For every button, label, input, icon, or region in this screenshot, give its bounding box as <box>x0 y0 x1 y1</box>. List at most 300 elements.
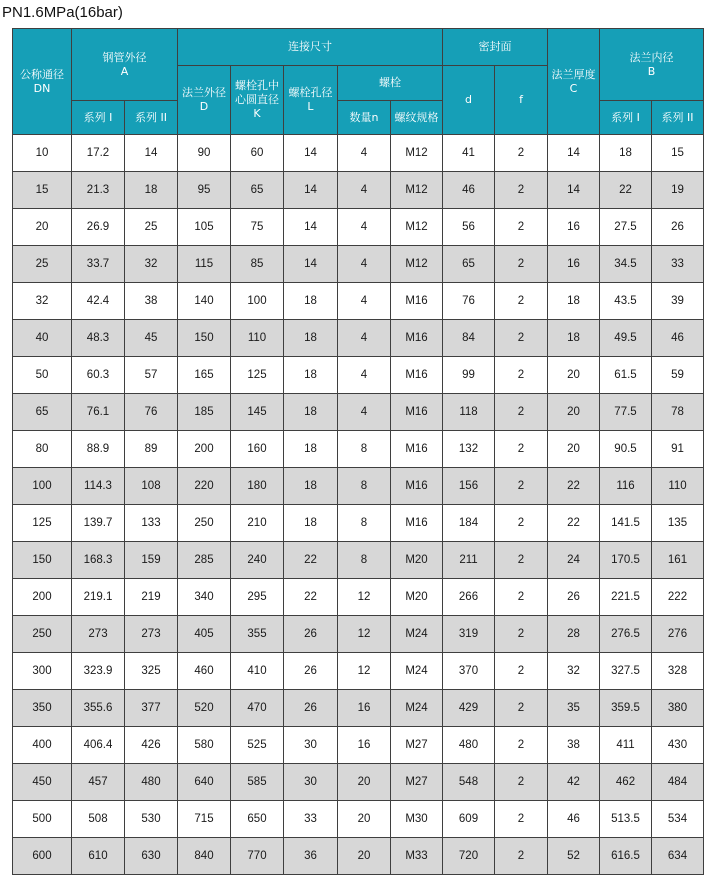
table-row <box>13 838 704 875</box>
cell-seal-f: 2 <box>495 172 548 209</box>
cell-inner-d-series-1: 49.5 <box>600 320 652 357</box>
cell-pipe-od-series-2: 377 <box>125 690 178 727</box>
cell-flange-od: 95 <box>178 172 231 209</box>
cell-dn: 200 <box>13 579 72 616</box>
cell-pipe-od-series-1: 33.7 <box>72 246 125 283</box>
cell-inner-d-series-2: 634 <box>652 838 704 875</box>
cell-thickness: 26 <box>548 579 600 616</box>
cell-seal-f: 2 <box>495 542 548 579</box>
cell-bolt-hole: 18 <box>284 431 338 468</box>
cell-thread: M16 <box>391 320 443 357</box>
cell-bolt-count: 4 <box>338 172 391 209</box>
cell-dn: 600 <box>13 838 72 875</box>
cell-inner-d-series-1: 116 <box>600 468 652 505</box>
cell-thread: M16 <box>391 283 443 320</box>
cell-bolt-circle: 525 <box>231 727 284 764</box>
cell-dn: 250 <box>13 616 72 653</box>
cell-dn: 32 <box>13 283 72 320</box>
cell-thickness: 24 <box>548 542 600 579</box>
cell-seal-f: 2 <box>495 283 548 320</box>
table-row <box>13 653 704 690</box>
cell-thickness: 16 <box>548 246 600 283</box>
cell-seal-d: 211 <box>443 542 495 579</box>
cell-pipe-od-series-1: 114.3 <box>72 468 125 505</box>
header-thread: 螺纹规格 <box>391 101 443 135</box>
cell-bolt-count: 4 <box>338 135 391 172</box>
cell-pipe-od-series-1: 88.9 <box>72 431 125 468</box>
cell-seal-f: 2 <box>495 394 548 431</box>
cell-pipe-od-series-1: 60.3 <box>72 357 125 394</box>
cell-inner-d-series-2: 430 <box>652 727 704 764</box>
cell-bolt-circle: 110 <box>231 320 284 357</box>
cell-inner-d-series-2: 39 <box>652 283 704 320</box>
cell-inner-d-series-1: 221.5 <box>600 579 652 616</box>
cell-thickness: 14 <box>548 135 600 172</box>
cell-bolt-count: 12 <box>338 579 391 616</box>
cell-dn: 125 <box>13 505 72 542</box>
cell-inner-d-series-1: 61.5 <box>600 357 652 394</box>
cell-thread: M24 <box>391 690 443 727</box>
cell-seal-d: 266 <box>443 579 495 616</box>
cell-pipe-od-series-2: 57 <box>125 357 178 394</box>
cell-bolt-hole: 14 <box>284 246 338 283</box>
cell-thread: M20 <box>391 542 443 579</box>
cell-bolt-circle: 160 <box>231 431 284 468</box>
header-dn: 公称通径 DN <box>13 29 72 135</box>
cell-bolt-count: 12 <box>338 653 391 690</box>
cell-thickness: 42 <box>548 764 600 801</box>
cell-bolt-count: 16 <box>338 690 391 727</box>
cell-flange-od: 640 <box>178 764 231 801</box>
cell-bolt-circle: 180 <box>231 468 284 505</box>
cell-bolt-count: 4 <box>338 320 391 357</box>
header-seal-f: f <box>495 66 548 135</box>
cell-dn: 15 <box>13 172 72 209</box>
cell-thread: M16 <box>391 468 443 505</box>
cell-pipe-od-series-2: 133 <box>125 505 178 542</box>
cell-inner-d-series-1: 34.5 <box>600 246 652 283</box>
cell-seal-f: 2 <box>495 727 548 764</box>
cell-thickness: 14 <box>548 172 600 209</box>
cell-pipe-od-series-2: 219 <box>125 579 178 616</box>
header-flange-od: 法兰外径 D <box>178 66 231 135</box>
header-series-2-b: 系列 II <box>652 101 704 135</box>
cell-dn: 100 <box>13 468 72 505</box>
cell-pipe-od-series-1: 168.3 <box>72 542 125 579</box>
header-seal-d: d <box>443 66 495 135</box>
cell-thickness: 38 <box>548 727 600 764</box>
cell-flange-od: 840 <box>178 838 231 875</box>
cell-thickness: 35 <box>548 690 600 727</box>
cell-dn: 150 <box>13 542 72 579</box>
cell-pipe-od-series-2: 108 <box>125 468 178 505</box>
cell-inner-d-series-1: 27.5 <box>600 209 652 246</box>
cell-inner-d-series-1: 18 <box>600 135 652 172</box>
cell-flange-od: 285 <box>178 542 231 579</box>
cell-inner-d-series-1: 170.5 <box>600 542 652 579</box>
cell-bolt-hole: 22 <box>284 579 338 616</box>
cell-bolt-circle: 75 <box>231 209 284 246</box>
cell-thread: M24 <box>391 616 443 653</box>
cell-pipe-od-series-1: 76.1 <box>72 394 125 431</box>
cell-seal-d: 41 <box>443 135 495 172</box>
cell-inner-d-series-1: 327.5 <box>600 653 652 690</box>
cell-bolt-count: 12 <box>338 616 391 653</box>
cell-flange-od: 460 <box>178 653 231 690</box>
cell-seal-f: 2 <box>495 653 548 690</box>
cell-inner-d-series-1: 276.5 <box>600 616 652 653</box>
cell-inner-d-series-2: 91 <box>652 431 704 468</box>
table-body <box>13 135 704 875</box>
cell-pipe-od-series-2: 25 <box>125 209 178 246</box>
cell-seal-f: 2 <box>495 468 548 505</box>
cell-inner-d-series-2: 161 <box>652 542 704 579</box>
cell-inner-d-series-1: 43.5 <box>600 283 652 320</box>
cell-flange-od: 405 <box>178 616 231 653</box>
cell-inner-d-series-2: 19 <box>652 172 704 209</box>
cell-thickness: 22 <box>548 468 600 505</box>
cell-inner-d-series-1: 513.5 <box>600 801 652 838</box>
table-title: PN1.6MPa(16bar) <box>2 4 123 21</box>
cell-dn: 10 <box>13 135 72 172</box>
cell-bolt-circle: 295 <box>231 579 284 616</box>
table-row <box>13 727 704 764</box>
cell-flange-od: 105 <box>178 209 231 246</box>
cell-flange-od: 165 <box>178 357 231 394</box>
cell-thread: M20 <box>391 579 443 616</box>
cell-dn: 25 <box>13 246 72 283</box>
cell-inner-d-series-2: 135 <box>652 505 704 542</box>
table-row <box>13 690 704 727</box>
cell-pipe-od-series-2: 14 <box>125 135 178 172</box>
cell-bolt-hole: 36 <box>284 838 338 875</box>
table-row <box>13 431 704 468</box>
cell-seal-d: 65 <box>443 246 495 283</box>
cell-dn: 65 <box>13 394 72 431</box>
cell-thickness: 52 <box>548 838 600 875</box>
cell-inner-d-series-2: 15 <box>652 135 704 172</box>
cell-thread: M16 <box>391 394 443 431</box>
cell-seal-d: 156 <box>443 468 495 505</box>
cell-inner-d-series-2: 276 <box>652 616 704 653</box>
cell-bolt-circle: 650 <box>231 801 284 838</box>
cell-flange-od: 520 <box>178 690 231 727</box>
cell-bolt-hole: 26 <box>284 690 338 727</box>
cell-inner-d-series-2: 222 <box>652 579 704 616</box>
cell-seal-f: 2 <box>495 764 548 801</box>
cell-pipe-od-series-1: 610 <box>72 838 125 875</box>
cell-bolt-hole: 26 <box>284 653 338 690</box>
table-row <box>13 542 704 579</box>
header-series-2: 系列 II <box>125 101 178 135</box>
table-row <box>13 320 704 357</box>
cell-pipe-od-series-1: 21.3 <box>72 172 125 209</box>
table-row <box>13 357 704 394</box>
cell-pipe-od-series-2: 159 <box>125 542 178 579</box>
cell-seal-d: 370 <box>443 653 495 690</box>
cell-inner-d-series-2: 59 <box>652 357 704 394</box>
cell-flange-od: 250 <box>178 505 231 542</box>
cell-seal-d: 429 <box>443 690 495 727</box>
cell-dn: 50 <box>13 357 72 394</box>
cell-bolt-hole: 22 <box>284 542 338 579</box>
cell-pipe-od-series-2: 45 <box>125 320 178 357</box>
table-row <box>13 209 704 246</box>
cell-thickness: 20 <box>548 394 600 431</box>
cell-thread: M24 <box>391 653 443 690</box>
cell-seal-d: 548 <box>443 764 495 801</box>
cell-seal-d: 132 <box>443 431 495 468</box>
cell-pipe-od-series-2: 18 <box>125 172 178 209</box>
cell-seal-f: 2 <box>495 431 548 468</box>
cell-thickness: 32 <box>548 653 600 690</box>
header-bolt-count: 数量n <box>338 101 391 135</box>
cell-seal-f: 2 <box>495 801 548 838</box>
header-series-1: 系列 I <box>72 101 125 135</box>
cell-seal-d: 480 <box>443 727 495 764</box>
cell-seal-d: 99 <box>443 357 495 394</box>
cell-pipe-od-series-1: 219.1 <box>72 579 125 616</box>
cell-seal-f: 2 <box>495 505 548 542</box>
cell-pipe-od-series-1: 48.3 <box>72 320 125 357</box>
cell-thickness: 18 <box>548 283 600 320</box>
table-row <box>13 801 704 838</box>
cell-bolt-hole: 14 <box>284 172 338 209</box>
table-row <box>13 246 704 283</box>
cell-seal-d: 609 <box>443 801 495 838</box>
header-bolt-circle: 螺栓孔中心圆直径 K <box>231 66 284 135</box>
cell-bolt-hole: 18 <box>284 320 338 357</box>
cell-pipe-od-series-2: 426 <box>125 727 178 764</box>
cell-seal-f: 2 <box>495 209 548 246</box>
cell-bolt-circle: 125 <box>231 357 284 394</box>
cell-seal-d: 184 <box>443 505 495 542</box>
cell-flange-od: 140 <box>178 283 231 320</box>
cell-inner-d-series-1: 141.5 <box>600 505 652 542</box>
header-bolt-hole: 螺栓孔径 L <box>284 66 338 135</box>
cell-pipe-od-series-1: 355.6 <box>72 690 125 727</box>
cell-bolt-hole: 14 <box>284 135 338 172</box>
cell-seal-f: 2 <box>495 357 548 394</box>
cell-pipe-od-series-1: 17.2 <box>72 135 125 172</box>
cell-seal-f: 2 <box>495 246 548 283</box>
cell-pipe-od-series-1: 26.9 <box>72 209 125 246</box>
cell-dn: 500 <box>13 801 72 838</box>
cell-bolt-count: 8 <box>338 542 391 579</box>
header-inner-d: 法兰内径 B <box>600 29 704 101</box>
cell-inner-d-series-1: 77.5 <box>600 394 652 431</box>
cell-dn: 350 <box>13 690 72 727</box>
cell-pipe-od-series-1: 508 <box>72 801 125 838</box>
cell-thickness: 28 <box>548 616 600 653</box>
cell-thickness: 20 <box>548 357 600 394</box>
cell-bolt-hole: 18 <box>284 394 338 431</box>
cell-inner-d-series-2: 78 <box>652 394 704 431</box>
cell-seal-f: 2 <box>495 690 548 727</box>
cell-bolt-hole: 14 <box>284 209 338 246</box>
cell-thread: M16 <box>391 431 443 468</box>
cell-pipe-od-series-2: 325 <box>125 653 178 690</box>
cell-pipe-od-series-2: 89 <box>125 431 178 468</box>
cell-dn: 20 <box>13 209 72 246</box>
cell-pipe-od-series-2: 630 <box>125 838 178 875</box>
header-connection: 连接尺寸 <box>178 29 443 66</box>
cell-bolt-circle: 770 <box>231 838 284 875</box>
header-pipe-od: 钢管外径 A <box>72 29 178 101</box>
cell-seal-f: 2 <box>495 838 548 875</box>
cell-pipe-od-series-1: 139.7 <box>72 505 125 542</box>
cell-bolt-circle: 355 <box>231 616 284 653</box>
cell-flange-od: 115 <box>178 246 231 283</box>
header-series-1-b: 系列 I <box>600 101 652 135</box>
cell-thread: M12 <box>391 135 443 172</box>
cell-inner-d-series-2: 484 <box>652 764 704 801</box>
cell-bolt-count: 4 <box>338 357 391 394</box>
cell-bolt-count: 4 <box>338 209 391 246</box>
cell-bolt-hole: 30 <box>284 727 338 764</box>
cell-bolt-hole: 18 <box>284 505 338 542</box>
cell-thread: M12 <box>391 172 443 209</box>
cell-dn: 450 <box>13 764 72 801</box>
cell-bolt-count: 4 <box>338 246 391 283</box>
cell-bolt-hole: 33 <box>284 801 338 838</box>
cell-flange-od: 340 <box>178 579 231 616</box>
cell-inner-d-series-1: 359.5 <box>600 690 652 727</box>
cell-bolt-count: 16 <box>338 727 391 764</box>
cell-pipe-od-series-1: 273 <box>72 616 125 653</box>
cell-flange-od: 90 <box>178 135 231 172</box>
cell-bolt-count: 8 <box>338 431 391 468</box>
cell-bolt-circle: 470 <box>231 690 284 727</box>
cell-bolt-circle: 210 <box>231 505 284 542</box>
cell-bolt-hole: 18 <box>284 468 338 505</box>
cell-flange-od: 200 <box>178 431 231 468</box>
cell-thread: M12 <box>391 246 443 283</box>
cell-bolt-circle: 585 <box>231 764 284 801</box>
table-row <box>13 468 704 505</box>
cell-bolt-circle: 145 <box>231 394 284 431</box>
cell-thread: M16 <box>391 357 443 394</box>
cell-inner-d-series-1: 90.5 <box>600 431 652 468</box>
cell-bolt-count: 4 <box>338 283 391 320</box>
cell-bolt-count: 20 <box>338 801 391 838</box>
cell-dn: 40 <box>13 320 72 357</box>
cell-seal-d: 46 <box>443 172 495 209</box>
cell-thickness: 20 <box>548 431 600 468</box>
cell-bolt-hole: 18 <box>284 357 338 394</box>
cell-bolt-circle: 240 <box>231 542 284 579</box>
table-row <box>13 172 704 209</box>
table-row <box>13 764 704 801</box>
cell-seal-d: 84 <box>443 320 495 357</box>
cell-inner-d-series-2: 380 <box>652 690 704 727</box>
cell-pipe-od-series-2: 530 <box>125 801 178 838</box>
cell-thread: M27 <box>391 764 443 801</box>
cell-inner-d-series-1: 616.5 <box>600 838 652 875</box>
cell-flange-od: 185 <box>178 394 231 431</box>
cell-seal-d: 118 <box>443 394 495 431</box>
header-thickness: 法兰厚度 C <box>548 29 600 135</box>
cell-bolt-count: 20 <box>338 764 391 801</box>
cell-thickness: 18 <box>548 320 600 357</box>
cell-flange-od: 715 <box>178 801 231 838</box>
table-row <box>13 394 704 431</box>
cell-dn: 300 <box>13 653 72 690</box>
cell-inner-d-series-2: 328 <box>652 653 704 690</box>
cell-pipe-od-series-2: 480 <box>125 764 178 801</box>
cell-flange-od: 580 <box>178 727 231 764</box>
cell-dn: 80 <box>13 431 72 468</box>
cell-bolt-hole: 26 <box>284 616 338 653</box>
cell-inner-d-series-2: 46 <box>652 320 704 357</box>
cell-seal-d: 720 <box>443 838 495 875</box>
cell-pipe-od-series-1: 42.4 <box>72 283 125 320</box>
cell-pipe-od-series-2: 38 <box>125 283 178 320</box>
cell-bolt-count: 8 <box>338 505 391 542</box>
cell-pipe-od-series-2: 32 <box>125 246 178 283</box>
cell-inner-d-series-2: 33 <box>652 246 704 283</box>
cell-bolt-count: 20 <box>338 838 391 875</box>
flange-spec-table <box>12 28 704 875</box>
cell-inner-d-series-2: 110 <box>652 468 704 505</box>
cell-seal-f: 2 <box>495 579 548 616</box>
cell-pipe-od-series-1: 457 <box>72 764 125 801</box>
table-row <box>13 283 704 320</box>
table-row <box>13 616 704 653</box>
cell-inner-d-series-2: 534 <box>652 801 704 838</box>
cell-thread: M33 <box>391 838 443 875</box>
cell-pipe-od-series-1: 323.9 <box>72 653 125 690</box>
cell-thickness: 46 <box>548 801 600 838</box>
cell-inner-d-series-2: 26 <box>652 209 704 246</box>
cell-bolt-circle: 60 <box>231 135 284 172</box>
cell-flange-od: 150 <box>178 320 231 357</box>
cell-seal-d: 56 <box>443 209 495 246</box>
cell-thread: M27 <box>391 727 443 764</box>
cell-bolt-count: 4 <box>338 394 391 431</box>
cell-seal-f: 2 <box>495 135 548 172</box>
cell-thread: M12 <box>391 209 443 246</box>
cell-inner-d-series-1: 411 <box>600 727 652 764</box>
table-row <box>13 505 704 542</box>
cell-thread: M16 <box>391 505 443 542</box>
cell-pipe-od-series-1: 406.4 <box>72 727 125 764</box>
cell-pipe-od-series-2: 76 <box>125 394 178 431</box>
cell-seal-f: 2 <box>495 616 548 653</box>
cell-flange-od: 220 <box>178 468 231 505</box>
cell-bolt-circle: 100 <box>231 283 284 320</box>
cell-inner-d-series-1: 22 <box>600 172 652 209</box>
cell-seal-d: 319 <box>443 616 495 653</box>
table-row <box>13 135 704 172</box>
cell-bolt-hole: 30 <box>284 764 338 801</box>
cell-thickness: 22 <box>548 505 600 542</box>
cell-bolt-circle: 85 <box>231 246 284 283</box>
cell-bolt-count: 8 <box>338 468 391 505</box>
cell-pipe-od-series-2: 273 <box>125 616 178 653</box>
table-row <box>13 579 704 616</box>
cell-thickness: 16 <box>548 209 600 246</box>
cell-bolt-hole: 18 <box>284 283 338 320</box>
header-bolt: 螺栓 <box>338 66 443 101</box>
cell-bolt-circle: 410 <box>231 653 284 690</box>
header-seal: 密封面 <box>443 29 548 66</box>
cell-inner-d-series-1: 462 <box>600 764 652 801</box>
cell-seal-f: 2 <box>495 320 548 357</box>
cell-dn: 400 <box>13 727 72 764</box>
cell-seal-d: 76 <box>443 283 495 320</box>
cell-bolt-circle: 65 <box>231 172 284 209</box>
